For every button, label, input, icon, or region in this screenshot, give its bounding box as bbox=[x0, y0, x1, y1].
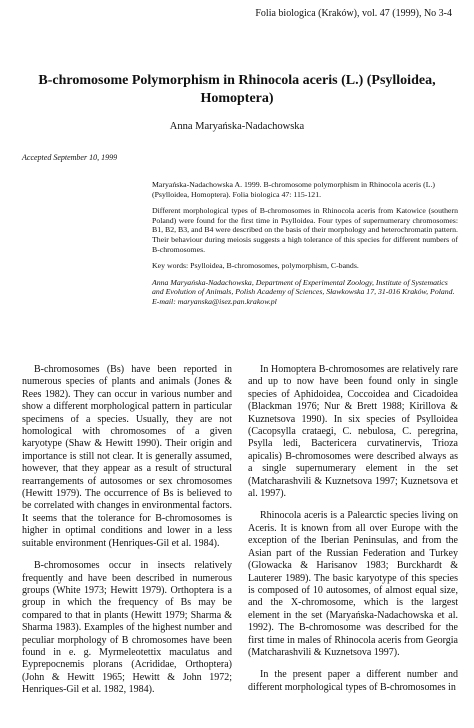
paragraph: Rhinocola aceris is a Palearctic species living on Aceris. It is known from all over Europe with the exception of the Iberian Peninsulas, and from the Asian part of the Russian Federation and Turkey (Glowacka & Harisanov 1983; Burckhardt & Lauterer 1989). The basic karyotype of this species is composed of 10 autosomes, of almost equal size, and the X-chromosome, which is the largest element in the set (Maryańska-Nadachowska et al. 1992). The B-chromosome was described for the first time in males of Rhinocola aceris from Georgia (Matcharashvili & Kuznetsova 1997). bbox=[248, 510, 458, 658]
abstract-text: Different morphological types of B-chromosomes in Rhinocola aceris from Katowice (southern Poland) were found for the first time in Psylloidea. Four types of supernumerary chromosomes: B1, B2, B3, and B4 were described on the basis of their morphology and heterochromatin pattern. Their behaviour during meiosis suggests a high tolerance of this species for different numbers of B-chromosomes. bbox=[152, 206, 458, 254]
journal-header: Folia biologica (Kraków), vol. 47 (1999), No 3-4 bbox=[255, 8, 452, 19]
abstract-block bbox=[152, 180, 458, 314]
affiliation: Anna Maryańska-Nadachowska, Department of Experimental Zoology, Institute of Systematics and Evolution of Animals, Polish Academy of Sciences, Sławkowska 17, 31-016 Kraków, Poland. bbox=[152, 277, 455, 297]
paragraph: In the present paper a different number and different morphological types of B-chromosomes in bbox=[248, 669, 458, 693]
paragraph: B-chromosomes (Bs) have been reported in numerous species of plants and animals (Jones & Rees 1982). They can occur in various number and show a different morphological pattern in particular specimens of a species. Usually, they are not homological with chromosomes of a given karyotype (Shaw & Hewitt 1990). Their origin and importance is still not clear. It is generally assumed, however, that they appear as a result of structural rearrangements of autosomes or sex chromosomes (Hewitt 1979). The occurrence of Bs is believed to be correlated with changes in environmental factors. It seems that the tolerance for B-chromosomes is higher in optimal conditions and lower in a less suitable environment (Henriques-Gil et al. 1984). bbox=[22, 364, 232, 549]
accepted-date: Accepted September 10, 1999 bbox=[22, 153, 118, 162]
right-column bbox=[248, 364, 458, 704]
paper-title: B-chromosome Polymorphism in Rhinocola aceris (L.) (Psylloidea, Homoptera) bbox=[38, 73, 436, 106]
keywords: Key words: Psylloidea, B-chromosomes, polymorphism, C-bands. bbox=[152, 261, 359, 271]
abstract-citation: Maryańska-Nadachowska A. 1999. B-chromosome polymorphism in Rhinocola aceris (L.) (Psylloidea, Homoptera). Folia biologica 47: 115-121. bbox=[152, 180, 436, 199]
author-name: Anna Maryańska-Nadachowska bbox=[169, 121, 305, 132]
paragraph: B-chromosomes occur in insects relatively frequently and have been described in numerous groups (White 1973; Hewitt 1979). Orthoptera is a group in which the frequency of Bs may be compared to that in plants (Hewitt 1979; Sharma & Sharma 1983). Examples of the highest number and peculiar morphology of B chromosomes have been found in e. g. Myrmeleotettix maculatus and Eyprepocnemis plorans (Acrididae, Orthoptera) (John & Hewitt 1965; Hewitt & John 1972; Henriques-Gil et al. 1982, 1984). bbox=[22, 560, 232, 696]
left-column bbox=[22, 364, 232, 707]
paragraph: In Homoptera B-chromosomes are relatively rare and up to now have been found only in single species of Aphidoidea, Coccoidea and Cicadoidea (Blackman 1976; Nur & Brett 1988; Kirillova & Kuznetsova 1990). In six species of Psylloidea (Cacopsylla crataegi, C. nebulosa, C. peregrina, Psylla ledi, Bactericera curvatinervis, Trioza apicalis) B-chromosomes were described always as a single supernumerary element in the set (Matcharashvili & Kuznetsova 1997; Kuznetsova et al. 1997). bbox=[248, 364, 458, 500]
email: E-mail: maryanska@isez.pan.krakow.pl bbox=[152, 296, 277, 306]
